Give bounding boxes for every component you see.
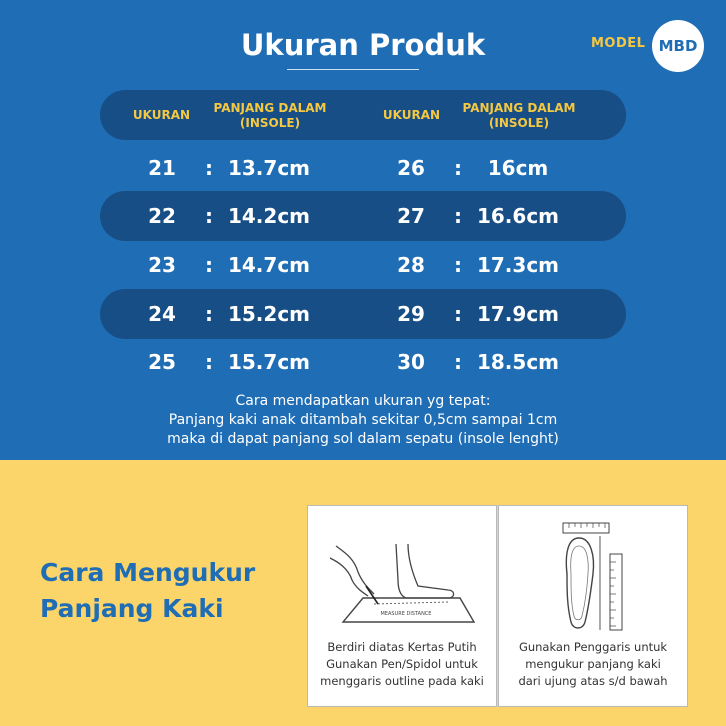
insole-ruler-icon	[499, 506, 687, 636]
length-cell: 14.2cm	[227, 204, 311, 228]
size-cell: 30	[397, 350, 425, 374]
size-cell: 23	[148, 253, 176, 277]
header-length-right: PANJANG DALAM (INSOLE)	[462, 101, 576, 130]
length-cell: 18.5cm	[476, 350, 560, 374]
how-to-title-line: Cara Mengukur	[40, 558, 256, 587]
length-cell: 15.7cm	[227, 350, 311, 374]
separator: :	[205, 302, 213, 326]
caption-line: menggaris outline pada kaki	[320, 674, 484, 688]
model-label: MODEL	[591, 36, 646, 51]
panel-caption	[499, 639, 687, 690]
size-cell: 29	[397, 302, 425, 326]
separator: :	[454, 253, 462, 277]
note-line: Cara mendapatkan ukuran yg tepat:	[235, 393, 491, 409]
how-to-title	[40, 555, 255, 627]
caption-line: dari ujung atas s/d bawah	[518, 674, 668, 688]
separator: :	[205, 204, 213, 228]
size-cell: 27	[397, 204, 425, 228]
header-length-left: PANJANG DALAM (INSOLE)	[213, 101, 327, 130]
length-cell: 17.3cm	[476, 253, 560, 277]
caption-line: Gunakan Pen/Spidol untuk	[326, 657, 478, 671]
note-line: maka di dapat panjang sol dalam sepatu (insole lenght)	[167, 431, 559, 447]
length-cell: 15.2cm	[227, 302, 311, 326]
instruction-panel-trace	[307, 505, 497, 707]
length-cell: 17.9cm	[476, 302, 560, 326]
separator: :	[205, 156, 213, 180]
separator: :	[454, 204, 462, 228]
size-cell: 21	[148, 156, 176, 180]
svg-text:MEASURE DISTANCE: MEASURE DISTANCE	[380, 611, 432, 617]
instruction-panel-ruler	[498, 505, 688, 707]
caption-line: Gunakan Penggaris untuk	[518, 640, 668, 654]
sizing-note	[0, 392, 726, 449]
length-cell: 16.6cm	[476, 204, 560, 228]
note-line: Panjang kaki anak ditambah sekitar 0,5cm sampai 1cm	[168, 412, 558, 428]
size-cell: 25	[148, 350, 176, 374]
separator: :	[454, 350, 462, 374]
separator: :	[454, 302, 462, 326]
model-badge: MBD	[652, 20, 704, 72]
caption-line: mengukur panjang kaki	[525, 657, 661, 671]
size-cell: 26	[397, 156, 425, 180]
separator: :	[454, 156, 462, 180]
caption-line: Berdiri diatas Kertas Putih	[327, 640, 477, 654]
how-to-title-line: Panjang Kaki	[40, 594, 224, 623]
separator: :	[205, 253, 213, 277]
header-size-right: UKURAN	[382, 108, 441, 122]
size-cell: 22	[148, 204, 176, 228]
header-size-left: UKURAN	[132, 108, 191, 122]
size-cell: 28	[397, 253, 425, 277]
foot-tracing-icon	[308, 506, 496, 636]
length-cell: 16cm	[487, 156, 549, 180]
length-cell: 14.7cm	[227, 253, 311, 277]
size-cell: 24	[148, 302, 176, 326]
panel-caption	[308, 639, 496, 690]
title-underline	[287, 69, 419, 70]
separator: :	[205, 350, 213, 374]
length-cell: 13.7cm	[227, 156, 311, 180]
page-title: Ukuran Produk	[240, 28, 486, 62]
